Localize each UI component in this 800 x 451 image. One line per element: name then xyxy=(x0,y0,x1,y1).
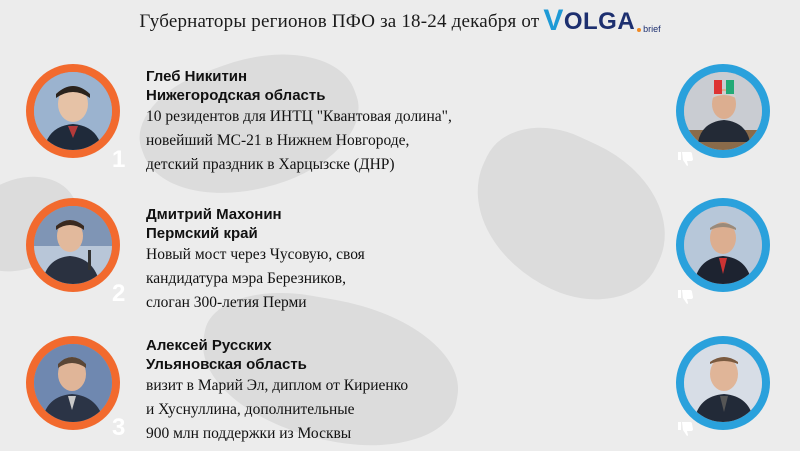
brand-rest: OLGA xyxy=(563,8,636,35)
avatar xyxy=(34,72,112,150)
description-line: Новый мост через Чусовую, своя xyxy=(146,246,365,263)
page-title: Губернаторы регионов ПФО за 18-24 декабря от xyxy=(139,11,540,32)
brand-logo[interactable] xyxy=(543,3,660,37)
avatar-ring xyxy=(26,64,120,158)
background-shape xyxy=(448,105,693,325)
avatar xyxy=(684,344,762,422)
brand-v: V xyxy=(543,4,564,37)
thumbs-down-icon xyxy=(678,290,694,304)
description-line: 10 резидентов для ИНТЦ "Квантовая долина", xyxy=(146,108,452,125)
rank-badge: 1 xyxy=(112,146,126,173)
governor-name: Глеб Никитин xyxy=(146,68,248,85)
brand-sub: brief xyxy=(637,24,661,34)
governor-region: Нижегородская область xyxy=(146,87,326,104)
governor-name: Дмитрий Махонин xyxy=(146,206,282,223)
card-text xyxy=(146,67,452,177)
avatar-ring xyxy=(676,198,770,292)
description-line: 900 млн поддержки из Москвы xyxy=(146,425,352,442)
brand-name xyxy=(543,3,635,37)
rank-badge: 3 xyxy=(112,414,126,441)
description-line: слоган 300-летия Перми xyxy=(146,294,307,311)
avatar xyxy=(34,206,112,284)
thumbs-down-icon xyxy=(678,422,694,436)
avatar xyxy=(684,72,762,150)
governor-name: Алексей Русских xyxy=(146,337,272,354)
description-line: визит в Марий Эл, диплом от Кириенко xyxy=(146,377,409,394)
header xyxy=(0,0,800,44)
rank-badge: 2 xyxy=(112,280,126,307)
description-line: детский праздник в Харцызске (ДНР) xyxy=(146,156,395,173)
thumbs-down-icon xyxy=(678,152,694,166)
avatar-ring xyxy=(676,336,770,430)
governor-region: Пермский край xyxy=(146,225,258,242)
avatar xyxy=(34,344,112,422)
avatar-ring xyxy=(26,336,120,430)
description-line: кандидатура мэра Березников, xyxy=(146,270,346,287)
avatar-ring xyxy=(26,198,120,292)
avatar-ring xyxy=(676,64,770,158)
governor-region: Ульяновская область xyxy=(146,356,307,373)
avatar xyxy=(684,206,762,284)
description-line: новейший МС-21 в Нижнем Новгороде, xyxy=(146,132,410,149)
description-line: и Хуснуллина, дополнительные xyxy=(146,401,355,418)
card-text xyxy=(146,336,408,446)
card-text xyxy=(146,205,365,315)
